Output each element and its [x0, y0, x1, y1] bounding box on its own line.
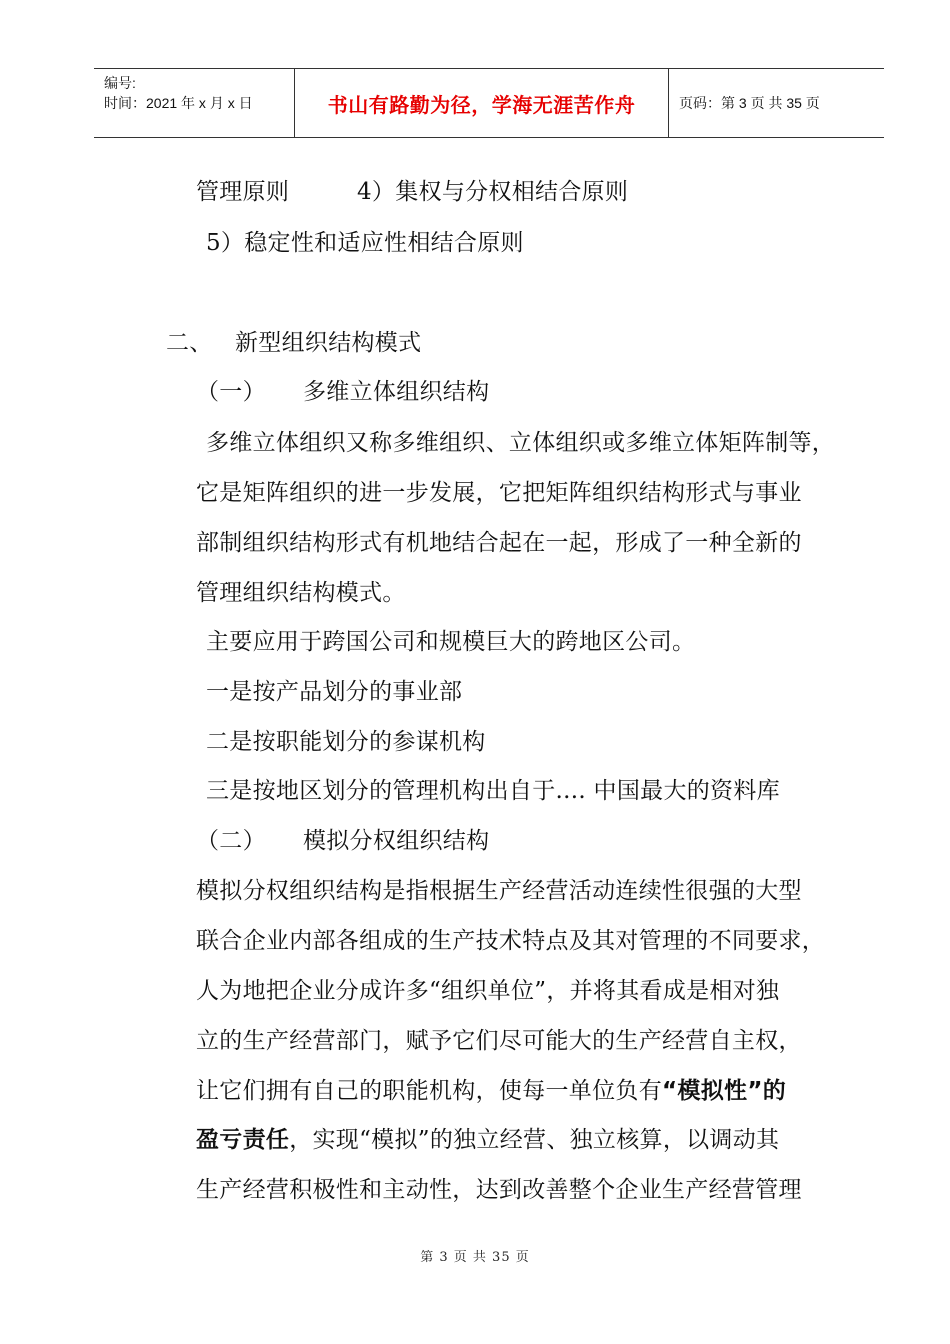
text-line: 4）集权与分权相结合原则 [357, 179, 629, 205]
text-line: 立的生产经营部门，赋予它们尽可能大的生产经营自主权， [196, 1028, 802, 1054]
text-line: 部制组织结构形式有机地结合起在一起，形成了一种全新的 [196, 530, 802, 556]
text-line: 5）稳定性和适应性相结合原则 [206, 230, 524, 256]
bold-text-run: “模拟性”的 [662, 1078, 787, 1104]
text-line: 三是按地区划分的管理机构出自于.... 中国最大的资料库 [206, 778, 780, 804]
subsection-number: （二） [196, 828, 266, 854]
text-line: 一是按产品划分的事业部 [206, 679, 463, 705]
text-line: 二是按职能划分的参谋机构 [206, 729, 486, 755]
text-line: 它是矩阵组织的进一步发展，它把矩阵组织结构形式与事业 [196, 480, 802, 506]
text-line: 人为地把企业分成许多“组织单位”，并将其看成是相对独 [196, 978, 780, 1004]
header-page-cell [669, 69, 884, 137]
subsection-heading: 模拟分权组织结构 [303, 828, 490, 854]
page-header [94, 68, 884, 138]
text-line [196, 1076, 786, 1106]
text-line: 管理原则 [196, 179, 290, 205]
bold-text-run: 盈亏责任 [196, 1127, 290, 1153]
text-line: 模拟分权组织结构是指根据生产经营活动连续性很强的大型 [196, 878, 802, 904]
header-motto-cell [295, 69, 669, 137]
header-motto: 书山有路勤为径，学海无涯苦作舟 [327, 92, 636, 117]
text-line: 多维立体组织又称多维组织、立体组织或多维立体矩阵制等， [206, 430, 836, 456]
text-line [196, 1125, 779, 1155]
subsection-number: （一） [196, 379, 266, 405]
header-page-info: 页码：第 3 页 共 35 页 [679, 95, 820, 111]
doc-number-label: 编号: [104, 75, 136, 91]
doc-time-label: 时间：2021 年 x 月 x 日 [104, 95, 253, 111]
text-run: 让它们拥有自己的职能机构，使每一单位负有 [196, 1078, 662, 1104]
section-heading: 新型组织结构模式 [235, 330, 422, 356]
text-line: 管理组织结构模式。 [196, 580, 406, 606]
text-line: 联合企业内部各组成的生产技术特点及其对管理的不同要求， [196, 928, 826, 954]
header-meta [94, 69, 295, 137]
section-number: 二、 [166, 330, 213, 356]
text-line: 生产经营积极性和主动性，达到改善整个企业生产经营管理 [196, 1177, 802, 1203]
page-footer: 第 3 页 共 35 页 [420, 1250, 530, 1265]
subsection-heading: 多维立体组织结构 [303, 379, 490, 405]
text-line: 主要应用于跨国公司和规模巨大的跨地区公司。 [206, 629, 696, 655]
text-run: ，实现“模拟”的独立经营、独立核算，以调动其 [289, 1127, 780, 1153]
